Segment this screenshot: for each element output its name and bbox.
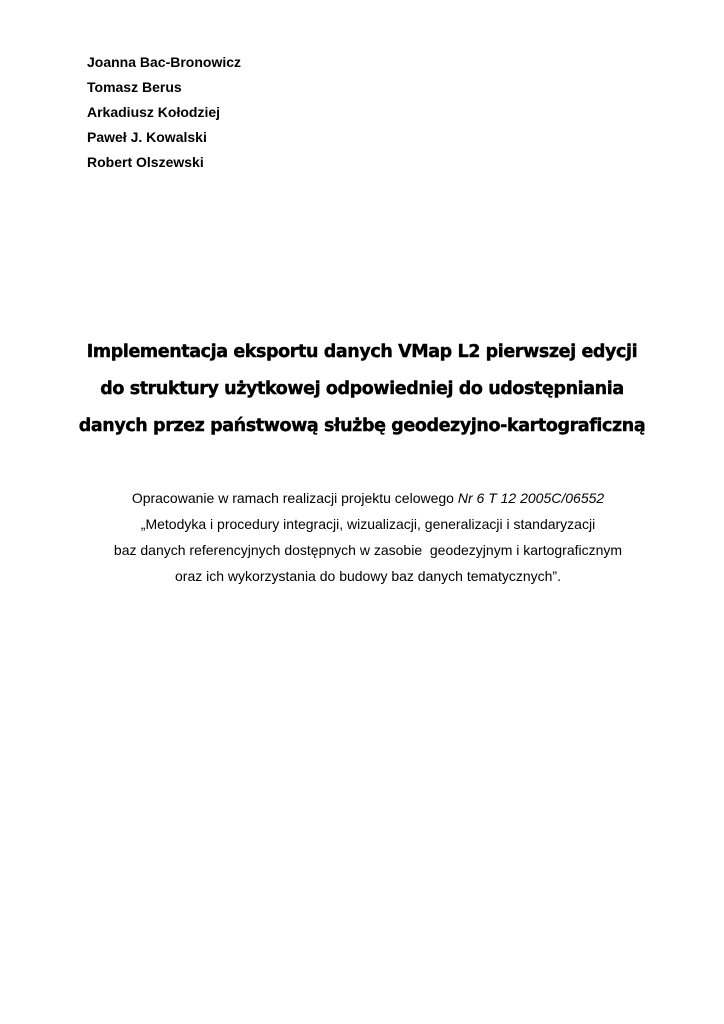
description-line: [0, 485, 724, 511]
description-prefix: Opracowanie w ramach realizacji projektu celowego: [131, 490, 458, 506]
project-number: Nr 6 T 12 2005C/06552: [457, 490, 605, 506]
document-title: [0, 334, 724, 445]
author-name: Tomasz Berus: [87, 79, 182, 95]
title-line: danych przez państwową służbę geodezyjno-kartograficzną: [78, 416, 646, 436]
title-line: do struktury użytkowej odpowiedniej do udostępniania: [100, 379, 624, 399]
description-line: „Metodyka i procedury integracji, wizualizacji, generalizacji i standaryzacji: [140, 516, 596, 532]
author-list: [87, 50, 241, 175]
project-description: [0, 485, 724, 589]
author-name: Paweł J. Kowalski: [87, 129, 207, 145]
author-name: Robert Olszewski: [87, 154, 204, 170]
description-line: oraz ich wykorzystania do budowy baz danych tematycznych”.: [175, 568, 561, 584]
author-name: Joanna Bac-Bronowicz: [87, 54, 242, 70]
author-name: Arkadiusz Kołodziej: [87, 104, 221, 120]
description-line: baz danych referencyjnych dostępnych w zasobie geodezyjnym i kartograficznym: [113, 542, 623, 558]
title-line: Implementacja eksportu danych VMap L2 pierwszej edycji: [86, 342, 638, 362]
